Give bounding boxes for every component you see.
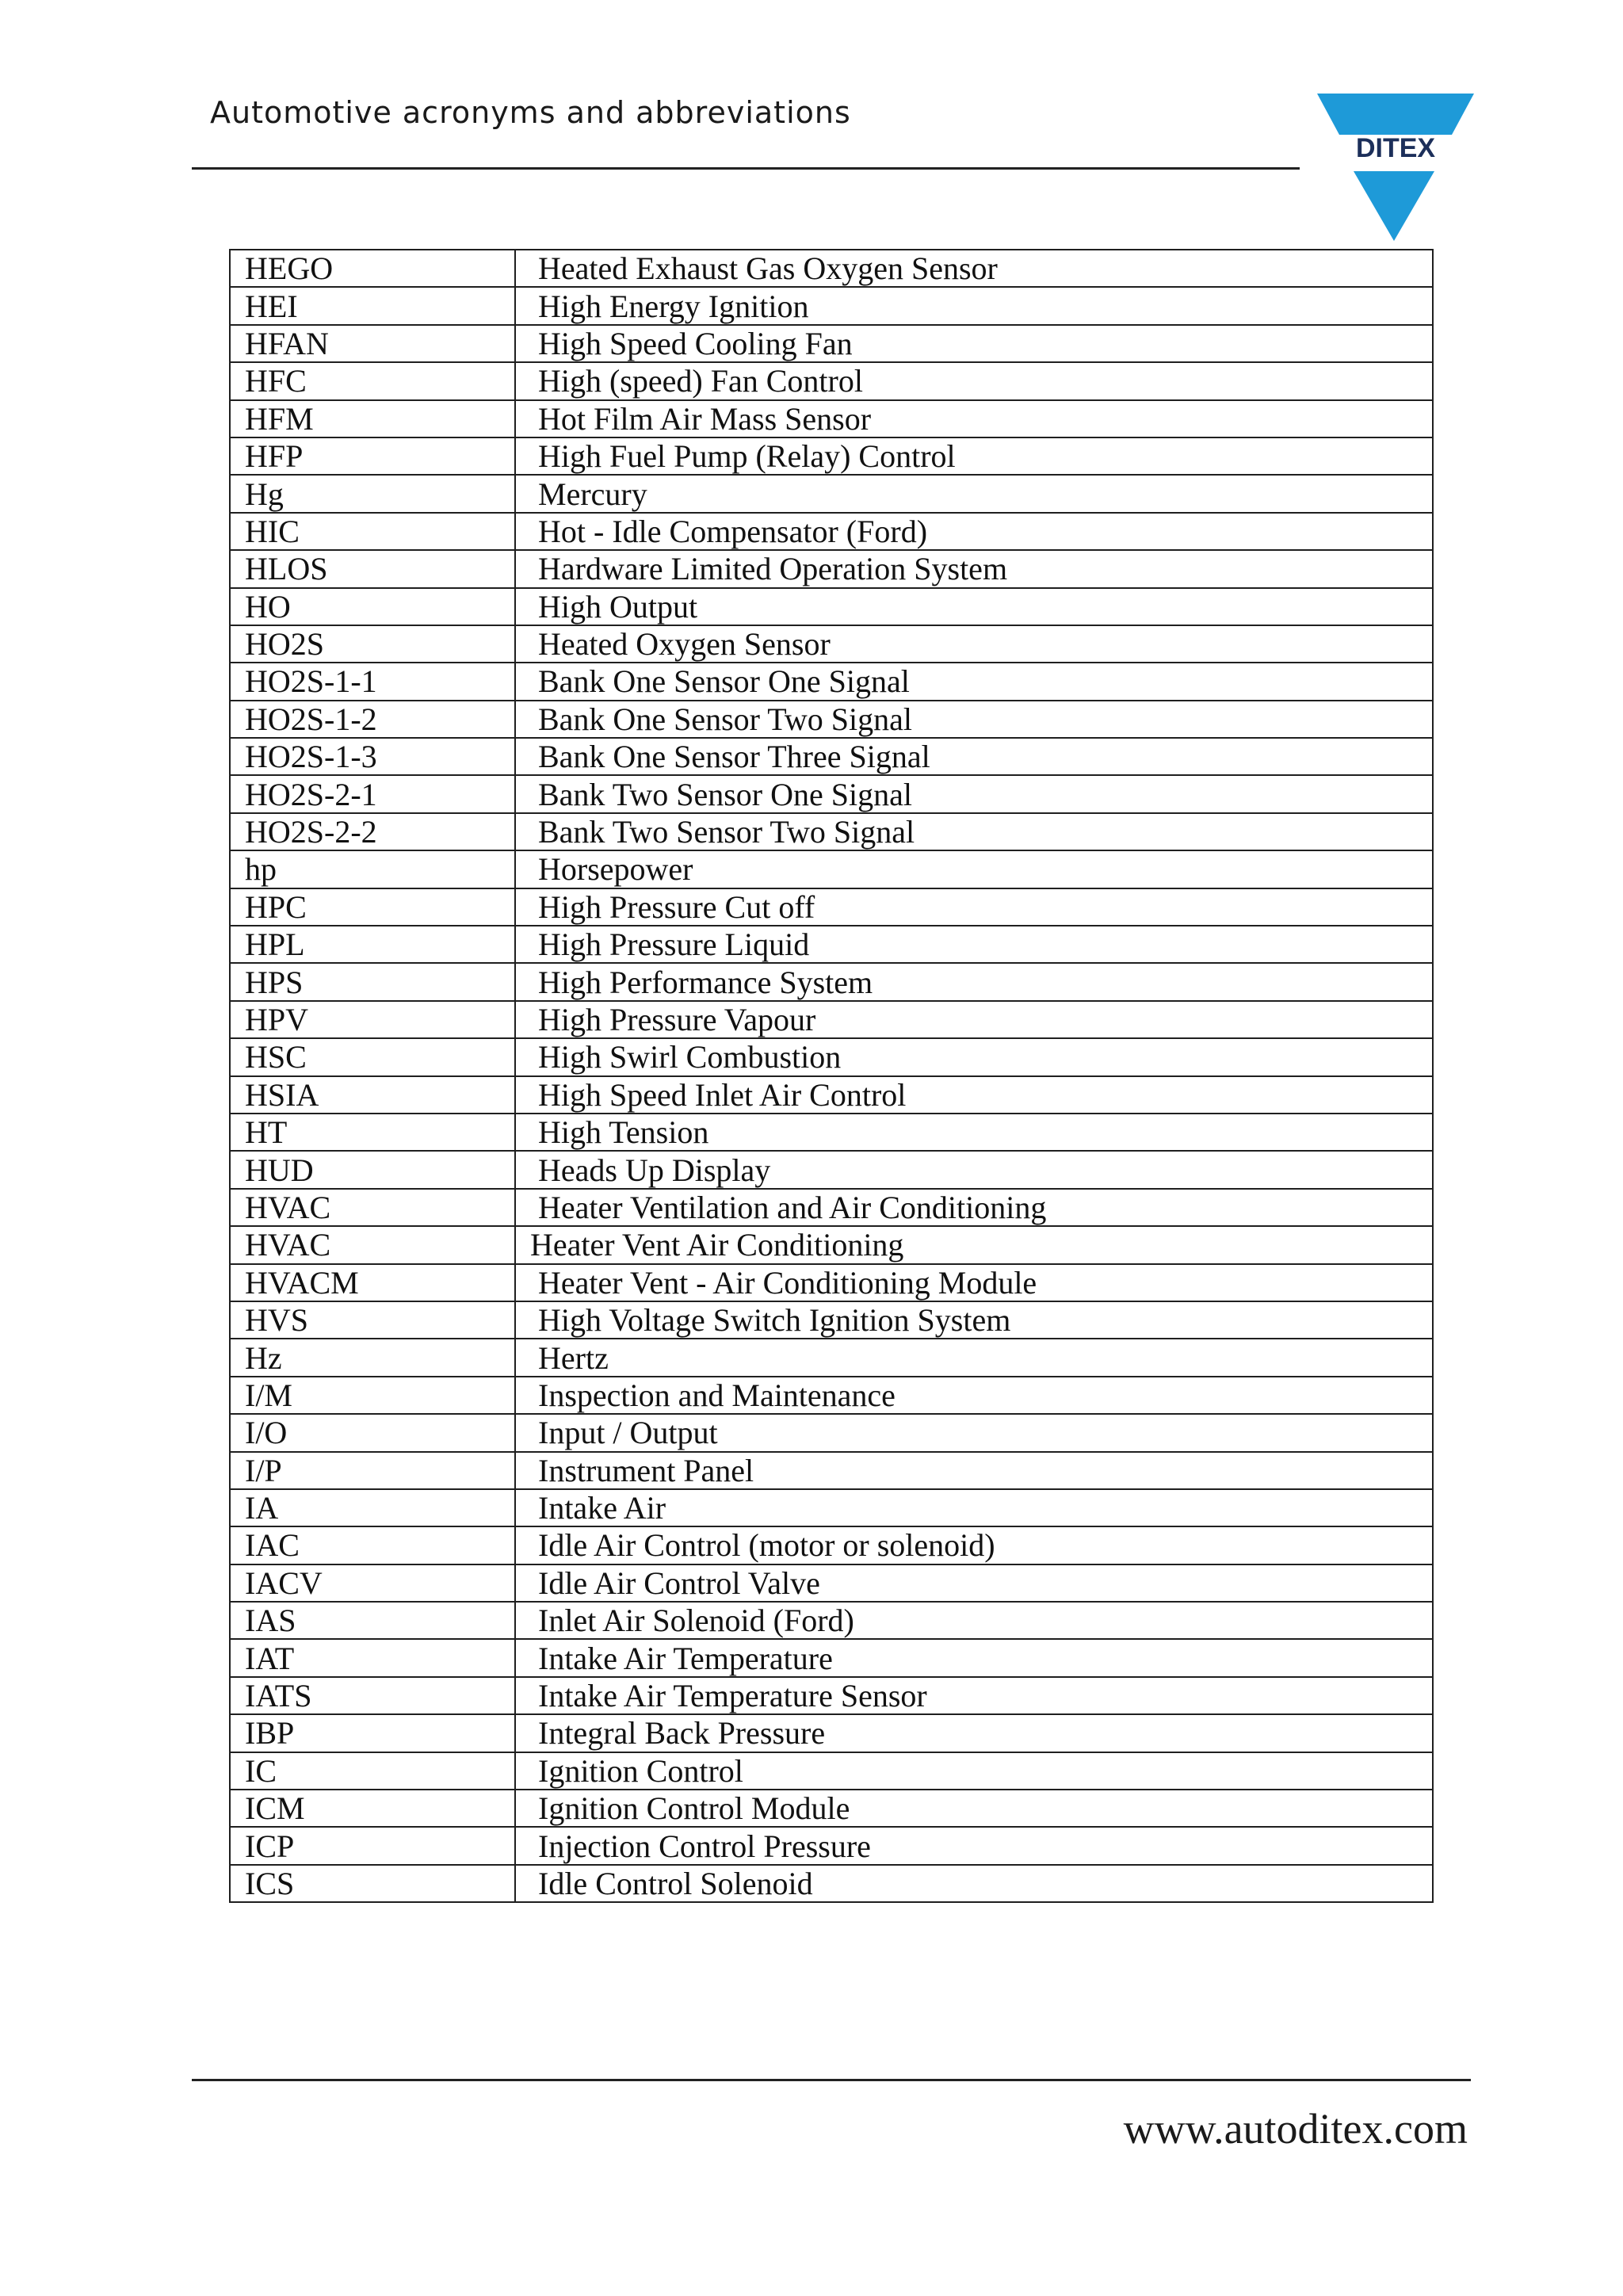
abbreviation-cell: IA <box>230 1489 515 1526</box>
table-row <box>230 1264 1433 1301</box>
meaning-cell: Bank Two Sensor Two Signal <box>515 813 1433 850</box>
abbreviation-cell: HT <box>230 1114 515 1151</box>
table-row <box>230 1339 1433 1376</box>
abbreviation-cell: IATS <box>230 1677 515 1714</box>
table-row <box>230 1189 1433 1226</box>
table-row <box>230 1827 1433 1864</box>
meaning-cell: Heater Vent - Air Conditioning Module <box>515 1264 1433 1301</box>
table-row <box>230 1414 1433 1451</box>
abbreviation-cell: HEGO <box>230 250 515 287</box>
table-row <box>230 1752 1433 1790</box>
logo-bottom-triangle <box>1354 171 1434 241</box>
abbreviation-cell: HFC <box>230 362 515 399</box>
abbreviation-cell: Hg <box>230 475 515 512</box>
meaning-cell: Heater Ventilation and Air Conditioning <box>515 1189 1433 1226</box>
table-row <box>230 1790 1433 1827</box>
meaning-cell: Bank One Sensor Three Signal <box>515 738 1433 775</box>
abbreviation-cell: HVS <box>230 1301 515 1339</box>
abbreviation-cell: IC <box>230 1752 515 1790</box>
table-row <box>230 813 1433 850</box>
meaning-cell: Ignition Control <box>515 1752 1433 1790</box>
abbreviation-cell: ICS <box>230 1865 515 1902</box>
meaning-cell: Bank One Sensor One Signal <box>515 663 1433 700</box>
abbreviation-cell: IAT <box>230 1639 515 1676</box>
abbreviation-cell: HUD <box>230 1151 515 1188</box>
table-row <box>230 1526 1433 1564</box>
table-row <box>230 1114 1433 1151</box>
abbreviation-cell: HO2S-2-2 <box>230 813 515 850</box>
table-row <box>230 1714 1433 1752</box>
table-row <box>230 663 1433 700</box>
abbreviation-cell: HO2S-1-3 <box>230 738 515 775</box>
abbreviation-cell: hp <box>230 850 515 888</box>
meaning-cell: Hot - Idle Compensator (Ford) <box>515 513 1433 550</box>
logo-top-shape <box>1317 94 1474 135</box>
meaning-cell: Bank One Sensor Two Signal <box>515 701 1433 738</box>
table-row <box>230 362 1433 399</box>
table-row <box>230 588 1433 625</box>
meaning-cell: High Performance System <box>515 963 1433 1000</box>
abbreviation-cell: IACV <box>230 1564 515 1602</box>
abbreviation-cell: HPV <box>230 1001 515 1038</box>
meaning-cell: Input / Output <box>515 1414 1433 1451</box>
meaning-cell: Instrument Panel <box>515 1452 1433 1489</box>
abbreviation-cell: IAC <box>230 1526 515 1564</box>
abbreviation-cell: I/P <box>230 1452 515 1489</box>
table-row <box>230 287 1433 324</box>
table-row <box>230 1226 1433 1263</box>
logo-text: DITEX <box>1355 133 1436 163</box>
abbreviation-cell: HSIA <box>230 1076 515 1114</box>
abbreviation-cell: HO2S-2-1 <box>230 775 515 812</box>
abbreviation-cell: I/M <box>230 1377 515 1414</box>
abbreviation-cell: Hz <box>230 1339 515 1376</box>
meaning-cell: Mercury <box>515 475 1433 512</box>
table-row <box>230 1639 1433 1676</box>
abbreviation-cell: HO <box>230 588 515 625</box>
meaning-cell: Intake Air <box>515 1489 1433 1526</box>
table-row <box>230 1151 1433 1188</box>
abbreviation-cell: HFM <box>230 400 515 437</box>
meaning-cell: Intake Air Temperature <box>515 1639 1433 1676</box>
abbreviation-cell: HLOS <box>230 550 515 587</box>
table-row <box>230 1677 1433 1714</box>
meaning-cell: High Tension <box>515 1114 1433 1151</box>
meaning-cell: Idle Control Solenoid <box>515 1865 1433 1902</box>
table-row <box>230 1076 1433 1114</box>
meaning-cell: High Pressure Vapour <box>515 1001 1433 1038</box>
meaning-cell: High Output <box>515 588 1433 625</box>
meaning-cell: Horsepower <box>515 850 1433 888</box>
abbreviation-cell: I/O <box>230 1414 515 1451</box>
table-row <box>230 738 1433 775</box>
meaning-cell: High Fuel Pump (Relay) Control <box>515 437 1433 475</box>
abbreviation-cell: HO2S <box>230 625 515 663</box>
meaning-cell: High Speed Cooling Fan <box>515 325 1433 362</box>
abbreviation-cell: HO2S-1-2 <box>230 701 515 738</box>
ditex-logo <box>1317 94 1474 246</box>
table-row <box>230 625 1433 663</box>
table-row <box>230 1377 1433 1414</box>
meaning-cell: High (speed) Fan Control <box>515 362 1433 399</box>
meaning-cell: Integral Back Pressure <box>515 1714 1433 1752</box>
meaning-cell: Heads Up Display <box>515 1151 1433 1188</box>
meaning-cell: Heater Vent Air Conditioning <box>515 1226 1433 1263</box>
abbreviation-cell: HEI <box>230 287 515 324</box>
abbreviation-cell: HVAC <box>230 1189 515 1226</box>
meaning-cell: Hardware Limited Operation System <box>515 550 1433 587</box>
meaning-cell: High Pressure Liquid <box>515 926 1433 963</box>
abbreviation-cell: HPS <box>230 963 515 1000</box>
meaning-cell: Intake Air Temperature Sensor <box>515 1677 1433 1714</box>
table-row <box>230 926 1433 963</box>
meaning-cell: High Energy Ignition <box>515 287 1433 324</box>
meaning-cell: High Speed Inlet Air Control <box>515 1076 1433 1114</box>
meaning-cell: Inspection and Maintenance <box>515 1377 1433 1414</box>
table-row <box>230 1564 1433 1602</box>
table-row <box>230 475 1433 512</box>
footer-website-url: www.autoditex.com <box>1123 2105 1468 2153</box>
meaning-cell: Injection Control Pressure <box>515 1827 1433 1864</box>
meaning-cell: Inlet Air Solenoid (Ford) <box>515 1602 1433 1639</box>
abbreviation-cell: HPC <box>230 888 515 926</box>
meaning-cell: High Voltage Switch Ignition System <box>515 1301 1433 1339</box>
acronym-table <box>229 249 1434 1903</box>
abbreviation-cell: HVACM <box>230 1264 515 1301</box>
table-row <box>230 1038 1433 1075</box>
table-row <box>230 250 1433 287</box>
abbreviation-cell: HIC <box>230 513 515 550</box>
table-row <box>230 1865 1433 1902</box>
table-row <box>230 1301 1433 1339</box>
abbreviation-cell: IAS <box>230 1602 515 1639</box>
meaning-cell: Hertz <box>515 1339 1433 1376</box>
meaning-cell: Bank Two Sensor One Signal <box>515 775 1433 812</box>
meaning-cell: Hot Film Air Mass Sensor <box>515 400 1433 437</box>
table-row <box>230 325 1433 362</box>
table-row <box>230 437 1433 475</box>
abbreviation-cell: HO2S-1-1 <box>230 663 515 700</box>
meaning-cell: Idle Air Control Valve <box>515 1564 1433 1602</box>
meaning-cell: Heated Exhaust Gas Oxygen Sensor <box>515 250 1433 287</box>
abbreviation-cell: HFP <box>230 437 515 475</box>
abbreviation-cell: HSC <box>230 1038 515 1075</box>
table-row <box>230 963 1433 1000</box>
table-row <box>230 1489 1433 1526</box>
meaning-cell: Ignition Control Module <box>515 1790 1433 1827</box>
abbreviation-cell: HVAC <box>230 1226 515 1263</box>
meaning-cell: Idle Air Control (motor or solenoid) <box>515 1526 1433 1564</box>
table-row <box>230 888 1433 926</box>
acronym-table-body <box>230 250 1433 1902</box>
table-row <box>230 775 1433 812</box>
meaning-cell: High Swirl Combustion <box>515 1038 1433 1075</box>
meaning-cell: High Pressure Cut off <box>515 888 1433 926</box>
table-row <box>230 850 1433 888</box>
table-row <box>230 550 1433 587</box>
page-header-title: Automotive acronyms and abbreviations <box>210 95 851 130</box>
table-row <box>230 1452 1433 1489</box>
meaning-cell: Heated Oxygen Sensor <box>515 625 1433 663</box>
table-row <box>230 400 1433 437</box>
abbreviation-cell: ICM <box>230 1790 515 1827</box>
abbreviation-cell: HPL <box>230 926 515 963</box>
table-row <box>230 1001 1433 1038</box>
abbreviation-cell: HFAN <box>230 325 515 362</box>
table-row <box>230 701 1433 738</box>
abbreviation-cell: ICP <box>230 1827 515 1864</box>
header-divider <box>192 167 1300 170</box>
table-row <box>230 513 1433 550</box>
abbreviation-cell: IBP <box>230 1714 515 1752</box>
table-row <box>230 1602 1433 1639</box>
footer-divider <box>192 2079 1471 2081</box>
